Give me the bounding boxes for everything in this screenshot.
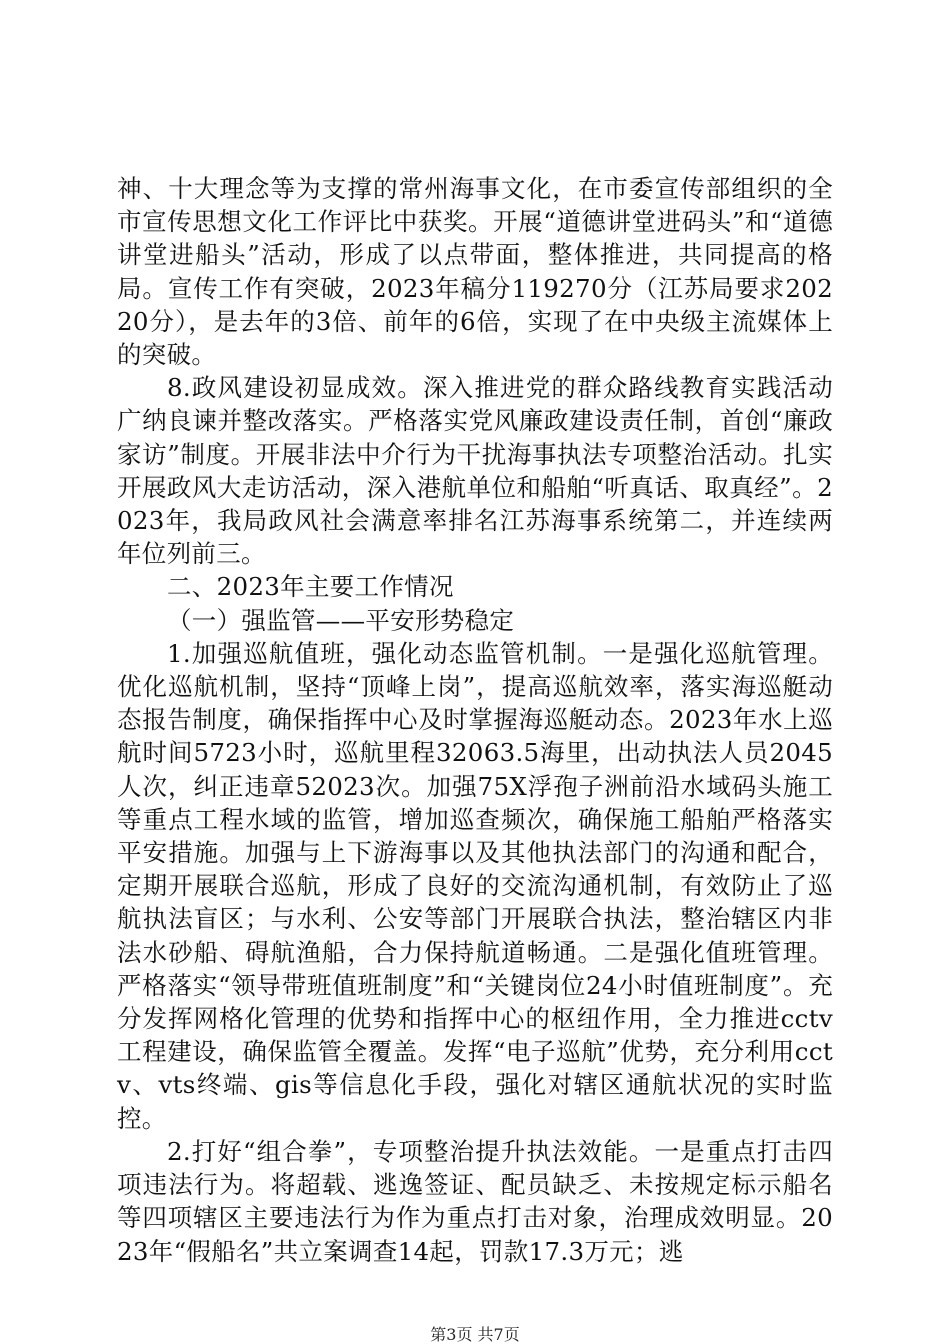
document-body	[117, 172, 833, 1268]
section-heading: 二、2023年主要工作情况	[167, 572, 454, 602]
subsection-heading: （一）强监管——平安形势稳定	[167, 605, 515, 635]
page-footer: 第3页 共7页	[430, 1325, 520, 1344]
paragraph-patrol: 1.加强巡航值班，强化动态监管机制。一是强化巡航管理。优化巡航机制，坚持“顶峰上岗”，提高巡航效率，落实海巡艇动态报告制度，确保指挥中心及时掌握海巡艇动态。2023年水上巡航时间5723小时，巡航里程32063.5海里，出动执法人员2045人次，纠正违章52023次。加强75X浮孢子洲前沿水域码头施工等重点工程水域的监管，增加巡查频次，确保施工船舶严格落实平安措施。加强与上下游海事以及其他执法部门的沟通和配合，定期开展联合巡航，形成了良好的交流沟通机制，有效防止了巡航执法盲区；与水利、公安等部门开展联合执法，整治辖区内非法水砂船、碍航渔船，合力保持航道畅通。二是强化值班管理。严格落实“领导带班值班制度”和“关键岗位24小时值班制度”。充分发挥网格化管理的优势和指挥中心的枢纽作用，全力推进cctv工程建设，确保监管全覆盖。发挥“电子巡航”优势，充分利用cctv、vts终端、gis等信息化手段，强化对辖区通航状况的实时监控。	[117, 638, 833, 1133]
paragraph-style-building: 8.政风建设初显成效。深入推进党的群众路线教育实践活动广纳良谏并整改落实。严格落实党风廉政建设责任制，首创“廉政家访”制度。开展非法中介行为干扰海事执法专项整治活动。扎实开展政风大走访活动，深入港航单位和船舶“听真话、取真经”。2023年，我局政风社会满意率排名江苏海事系统第二，并连续两年位列前三。	[117, 373, 833, 569]
paragraph-enforcement: 2.打好“组合拳”，专项整治提升执法效能。一是重点打击四项违法行为。将超载、逃逸签证、配员缺乏、未按规定标示船名等四项辖区主要违法行为作为重点打击对象，治理成效明显。2023年“假船名”共立案调查14起，罚款17.3万元；逃	[117, 1136, 833, 1266]
paragraph-culture: 神、十大理念等为支撑的常州海事文化，在市委宣传部组织的全市宣传思想文化工作评比中获奖。开展“道德讲堂进码头”和“道德讲堂进船头”活动，形成了以点带面，整体推进，共同提高的格局。宣传工作有突破，2023年稿分119270分（江苏局要求20220分），是去年的3倍、前年的6倍，实现了在中央级主流媒体上的突破。	[117, 174, 833, 370]
